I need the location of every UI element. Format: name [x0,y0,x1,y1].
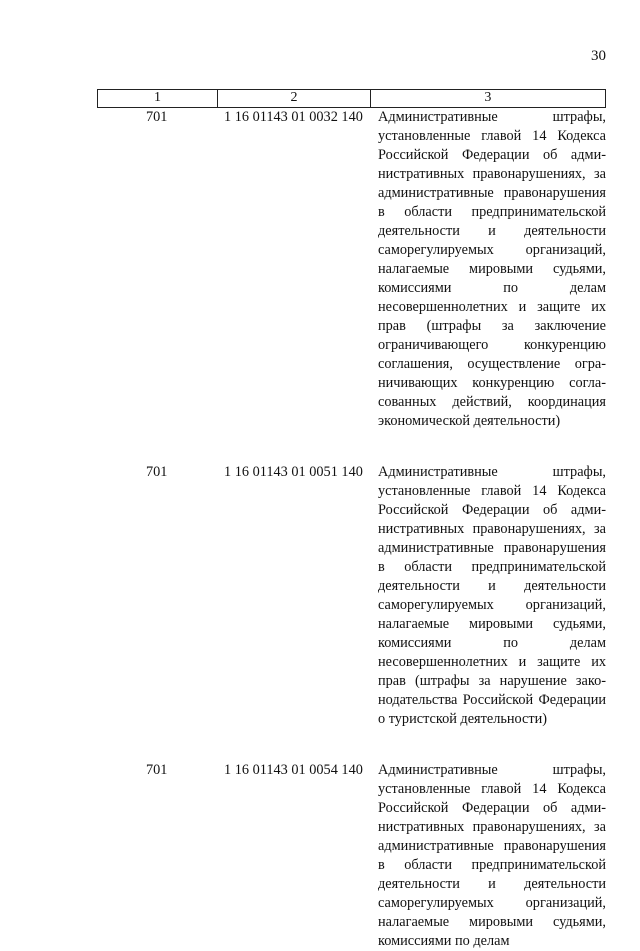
description-text: Административные штрафы, установленные главой 14 Кодекса Российской Федерации об административных правонарушениях, за административные правонарушения в области предпринимательской деятельности и деятельности саморегулируемых организаций, налагаемые мировыми судьями, комиссиями по делам несовершеннолетних и защите их прав (штрафы за нарушение законодательства Российской Федерации о туристской деятельности) [378,464,606,727]
table-row [97,108,606,431]
admin-code-cell: 701 [146,109,168,125]
admin-code-cell: 701 [146,464,168,480]
budget-code-cell: 1 16 01143 01 0054 140 [224,762,363,778]
table-row [97,463,606,729]
column-header-1: 1 [154,90,162,105]
page-number: 30 [591,48,606,64]
description-cell [370,761,606,951]
budget-code-cell: 1 16 01143 01 0051 140 [224,464,363,480]
description-text: Административные штрафы, установленные главой 14 Кодекса Российской Федерации об административных правонарушениях, за административные правонарушения в области предпринимательской деятельности и деятельности саморегулируемых организаций, налагаемые мировыми судьями, комиссиями по делам несовершеннолетних и защите их прав (штрафы за заключение ограничивающего конкуренцию соглашения, осуществление ограничивающих конкуренцию согласованных действий, координация экономической деятельности) [378,109,606,429]
description-text: Административные штрафы, установленные главой 14 Кодекса Российской Федерации об административных правонарушениях, за административные правонарушения в области предпринимательской деятельности и деятельности саморегулируемых организаций, налагаемые мировыми судьями, комиссиями по делам [378,762,606,949]
description-cell [370,463,606,729]
budget-code-cell: 1 16 01143 01 0032 140 [224,109,363,125]
table-header-row [97,89,606,108]
column-header-2: 2 [217,90,370,107]
column-header-3: 3 [370,90,605,107]
description-cell [370,108,606,431]
admin-code-cell: 701 [146,762,168,778]
budget-codes-table [97,89,606,951]
table-row [97,761,606,951]
